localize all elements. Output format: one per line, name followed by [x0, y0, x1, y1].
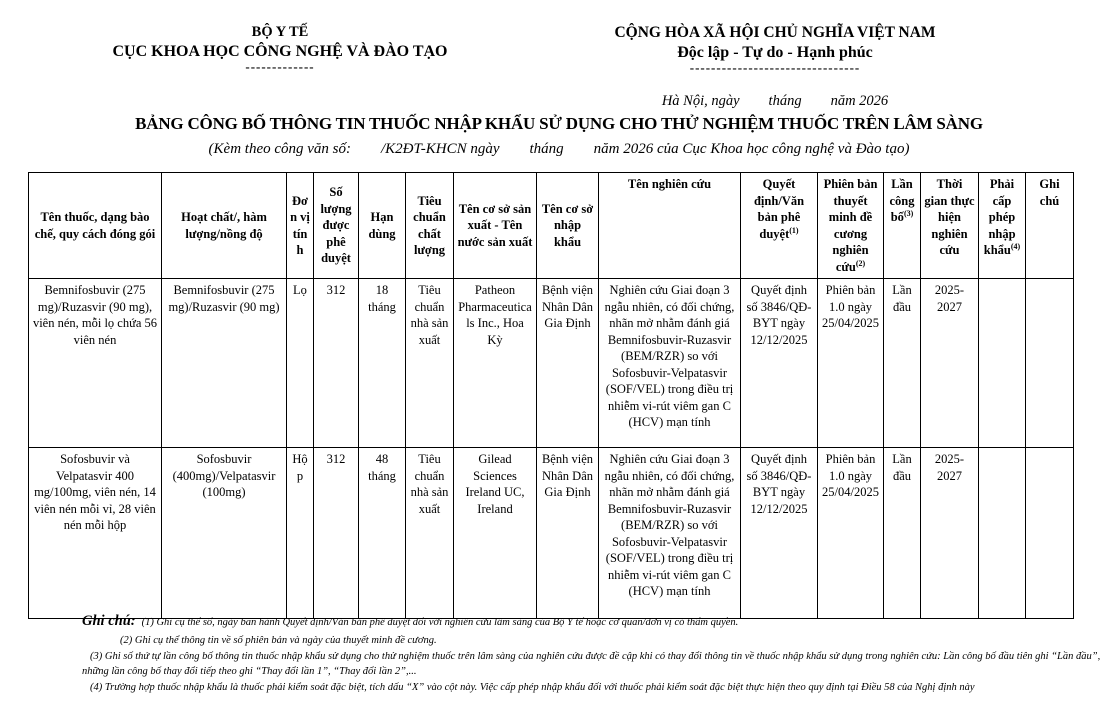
table-row: [29, 279, 1074, 448]
col-header-importer: Tên cơ sở nhập khẩu: [537, 173, 599, 279]
col-header-drug-name: Tên thuốc, dạng bào chế, quy cách đóng gói: [29, 173, 162, 279]
cell-publication-round: Lần đầu: [884, 448, 921, 619]
col-header-shelf-life: Hạn dùng: [359, 173, 406, 279]
col-header-quality-standard: Tiêu chuẩn chất lượng: [406, 173, 454, 279]
table-row: [29, 448, 1074, 619]
document-subtitle: (Kèm theo công văn số: /K2ĐT-KHCN ngày tháng năm 2026 của Cục Khoa học công nghệ và Đào tạo): [208, 141, 910, 157]
cell-shelf-life: 18 tháng: [359, 279, 406, 448]
ministry-name: BỘ Y TẾ: [251, 24, 309, 40]
cell-remarks: [1026, 279, 1074, 448]
national-motto-block: [575, 24, 975, 76]
table-header-row: [29, 173, 1074, 279]
footnote-3: (3) Ghi số thứ tự lần công bố thông tin thuốc nhập khẩu sử dụng cho thử nghiệm thuốc trên lâm sàng của nghiên cứu được đề cập khi có thay đổi thông tin về thuốc nhập khẩu sử dụng trong nghiên cứu: Lần công bố đầu tiên ghi “Lần đầu”, những lần công bố thay đổi tiếp theo ghi “Thay đổi lần 1”, “Thay đổi lần 2”,...: [82, 650, 1101, 678]
left-divider-dashes: -------------: [245, 59, 315, 74]
cell-quality-standard: Tiêu chuẩn nhà sản xuất: [406, 279, 454, 448]
cell-importer: Bệnh viện Nhân Dân Gia Định: [537, 279, 599, 448]
footnote-1: (1) Ghi cụ thể số, ngày ban hành Quyết định/Văn bản phê duyệt đối với nghiên cứu lâm sàng của Bộ Y tế hoặc cơ quan/đơn vị có thẩm quyền.: [141, 617, 739, 628]
right-divider-dashes: --------------------------------: [689, 60, 861, 75]
col-header-study-name: Tên nghiên cứu: [599, 173, 741, 279]
footnote-4: (4) Trường hợp thuốc nhập khẩu là thuốc phải kiểm soát đặc biệt, tích dấu “X” vào cột này. Việc cấp phép nhập khẩu đối với thuốc phải kiểm soát đặc biệt thực hiện theo quy định tại Điều 58 của Nghị định này: [90, 682, 975, 693]
col-header-approved-quantity: Số lượng được phê duyệt: [314, 173, 359, 279]
col-header-approval-decision: Quyết định/Văn bản phê duyệt$^{(1)}$: [741, 173, 818, 279]
cell-shelf-life: 48 tháng: [359, 448, 406, 619]
footnotes-section: [82, 611, 1114, 696]
col-header-active-ingredient: Hoạt chất/, hàm lượng/nồng độ: [162, 173, 287, 279]
cell-protocol-version: Phiên bản 1.0 ngày 25/04/2025: [818, 448, 884, 619]
cell-approved-quantity: 312: [314, 279, 359, 448]
footnotes-label: Ghi chú:: [82, 613, 136, 629]
col-header-publication-round: Lần công bố$^{(3)}$: [884, 173, 921, 279]
drug-publication-table: [28, 172, 1074, 619]
footnote-2: (2) Ghi cụ thể thông tin về số phiên bản và ngày của thuyết minh đề cương.: [120, 634, 437, 646]
cell-import-license-required: [979, 448, 1026, 619]
cell-approved-quantity: 312: [314, 448, 359, 619]
col-header-protocol-version: Phiên bản thuyết minh đề cương nghiên cứu$^{(2)}$: [818, 173, 884, 279]
col-header-unit: Đơn vị tính: [287, 173, 314, 279]
cell-study-name: Nghiên cứu Giai đoạn 3 ngẫu nhiên, có đối chứng, nhãn mở nhằm đánh giá Bemnifosbuvir-Ruzasvir (BEM/RZR) so với Sofosbuvir-Velpatasvir (SOF/VEL) trong điều trị nhiễm vi-rút viêm gan C (HCV) mạn tính: [599, 448, 741, 619]
document-title: BẢNG CÔNG BỐ THÔNG TIN THUỐC NHẬP KHẨU SỬ DỤNG CHO THỬ NGHIỆM THUỐC TRÊN LÂM SÀNG: [135, 114, 983, 133]
cell-manufacturer: Patheon Pharmaceuticals Inc., Hoa Kỳ: [454, 279, 537, 448]
cell-study-period: 2025-2027: [921, 448, 979, 619]
cell-import-license-required: [979, 279, 1026, 448]
col-header-study-period: Thời gian thực hiện nghiên cứu: [921, 173, 979, 279]
motto: Độc lập - Tự do - Hạnh phúc: [677, 44, 873, 61]
cell-study-name: Nghiên cứu Giai đoạn 3 ngẫu nhiên, có đối chứng, nhãn mở nhằm đánh giá Bemnifosbuvir-Ruzasvir (BEM/RZR) so với Sofosbuvir-Velpatasvir (SOF/VEL) trong điều trị nhiễm vi-rút viêm gan C (HCV) mạn tính: [599, 279, 741, 448]
country-name: CỘNG HÒA XÃ HỘI CHỦ NGHĨA VIỆT NAM: [614, 24, 936, 41]
cell-unit: Lọ: [287, 279, 314, 448]
place-date-line: Hà Nội, ngày tháng năm 2026: [661, 93, 889, 109]
footnote-line-1: [82, 611, 1114, 633]
cell-quality-standard: Tiêu chuẩn nhà sản xuất: [406, 448, 454, 619]
col-header-import-license-required: Phải cấp phép nhập khẩu$^{(4)}$: [979, 173, 1026, 279]
cell-active-ingredient: Bemnifosbuvir (275 mg)/Ruzasvir (90 mg): [162, 279, 287, 448]
cell-remarks: [1026, 448, 1074, 619]
col-header-remarks: Ghi chú: [1026, 173, 1074, 279]
department-name: CỤC KHOA HỌC CÔNG NGHỆ VÀ ĐÀO TẠO: [112, 43, 448, 60]
issuing-agency-block: [60, 24, 500, 75]
cell-publication-round: Lần đầu: [884, 279, 921, 448]
col-header-manufacturer: Tên cơ sở sản xuất - Tên nước sản xuất: [454, 173, 537, 279]
cell-approval-decision: Quyết định số 3846/QĐ-BYT ngày 12/12/2025: [741, 448, 818, 619]
cell-protocol-version: Phiên bản 1.0 ngày 25/04/2025: [818, 279, 884, 448]
cell-drug-name: Sofosbuvir và Velpatasvir 400 mg/100mg, viên nén, 14 viên nén mỗi vỉ, 28 viên nén mỗi hộp: [29, 448, 162, 619]
cell-study-period: 2025-2027: [921, 279, 979, 448]
cell-drug-name: Bemnifosbuvir (275 mg)/Ruzasvir (90 mg), viên nén, mỗi lọ chứa 56 viên nén: [29, 279, 162, 448]
cell-importer: Bệnh viện Nhân Dân Gia Định: [537, 448, 599, 619]
cell-approval-decision: Quyết định số 3846/QĐ-BYT ngày 12/12/2025: [741, 279, 818, 448]
cell-unit: Hộp: [287, 448, 314, 619]
cell-manufacturer: Gilead Sciences Ireland UC, Ireland: [454, 448, 537, 619]
cell-active-ingredient: Sofosbuvir (400mg)/Velpatasvir (100mg): [162, 448, 287, 619]
